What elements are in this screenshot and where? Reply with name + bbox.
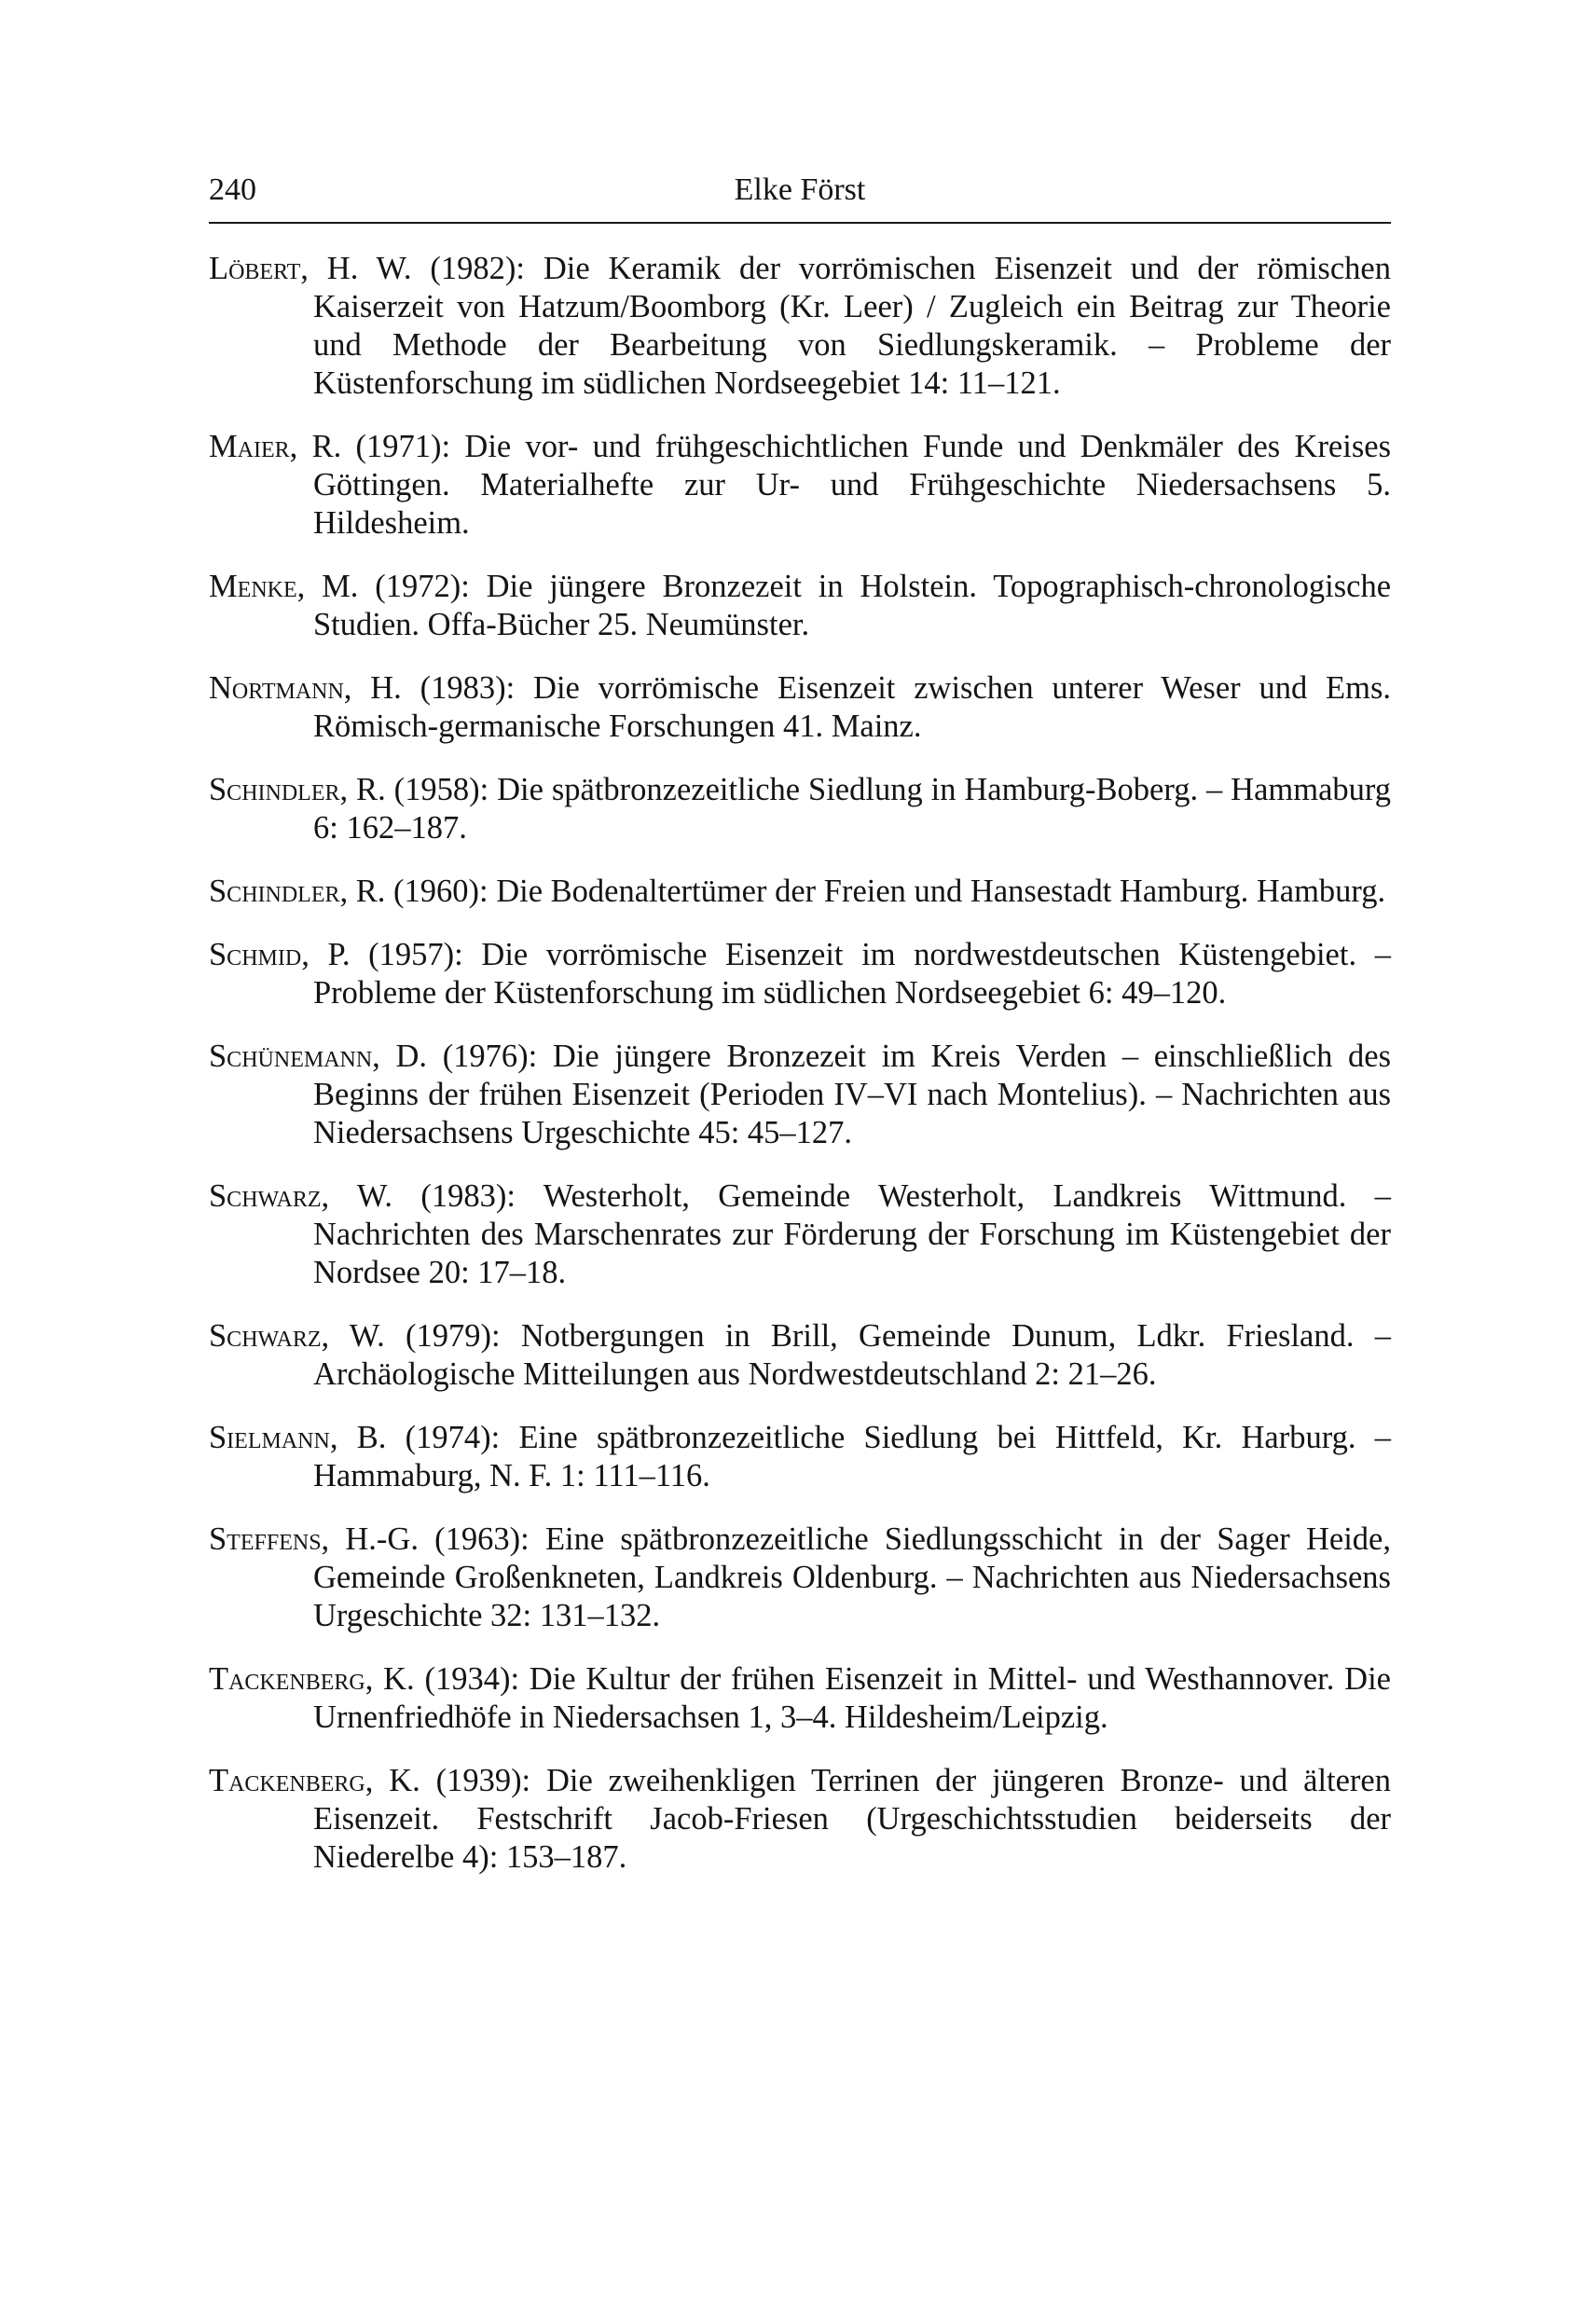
bibliography-entry <box>209 873 1391 911</box>
entry-author: Schindler, R. <box>209 874 386 909</box>
bibliography-entry <box>209 1177 1391 1292</box>
entry-text: (1982): Die Keramik der vorrömischen Eisenzeit und der römischen Kaiserzeit von Hatzum/Boomborg (Kr. Leer) / Zugleich ein Beitrag zur Theorie und Methode der Bearbeitung von Siedlungskeramik. – Probleme der Küstenforschung im südlichen Nordseegebiet 14: 11–121. <box>313 251 1391 401</box>
entry-text: (1934): Die Kultur der frühen Eisenzeit in Mittel- und Westhannover. Die Urnenfriedhöfe in Niedersachsen 1, 3–4. Hildesheim/Leipzig. <box>313 1661 1391 1735</box>
entry-text: (1976): Die jüngere Bronzezeit im Kreis Verden – einschließlich des Beginns der frühen Eisenzeit (Perioden IV–VI nach Montelius). – Nachrichten aus Niedersachsens Urgeschichte 45: 45–127. <box>313 1039 1391 1150</box>
entry-text: (1979): Notbergungen in Brill, Gemeinde Dunum, Ldkr. Friesland. – Archäologische Mitteilungen aus Nordwestdeutschland 2: 21–26. <box>313 1318 1391 1392</box>
entry-author: Schwarz, W. <box>209 1178 392 1214</box>
entry-text: (1958): Die spätbronzezeitliche Siedlung in Hamburg-Boberg. – Hammaburg 6: 162–187. <box>313 772 1392 846</box>
entry-author: Menke, M. <box>209 569 359 604</box>
entry-text: (1939): Die zweihenkligen Terrinen der jüngeren Bronze- und älteren Eisenzeit. Festschrift Jacob-Friesen (Urgeschichtsstudien beiderseits der Niederelbe 4): 153–187. <box>313 1763 1391 1875</box>
entry-author: Tackenberg, K. <box>209 1763 420 1798</box>
bibliography-entry <box>209 1038 1391 1152</box>
bibliography-entry <box>209 568 1391 644</box>
entry-text: (1960): Die Bodenaltertümer der Freien und Hansestadt Hamburg. Hamburg. <box>385 874 1386 909</box>
entry-text: (1972): Die jüngere Bronzezeit in Holstein. Topographisch-chronologische Studien. Offa-Bücher 25. Neumünster. <box>313 569 1392 642</box>
entry-author: Steffens, H.-G. <box>209 1521 419 1557</box>
entry-author: Maier, R. <box>209 429 342 464</box>
page-number: 240 <box>209 172 256 207</box>
bibliography-entry <box>209 771 1391 847</box>
entry-text: (1974): Eine spätbronzezeitliche Siedlung bei Hittfeld, Kr. Harburg. – Hammaburg, N. F. 1: 111–116. <box>313 1420 1391 1493</box>
entry-author: Tackenberg, K. <box>209 1661 415 1697</box>
bibliography-entry <box>209 936 1391 1012</box>
entry-text: (1963): Eine spätbronzezeitliche Siedlungsschicht in der Sager Heide, Gemeinde Großenkneten, Landkreis Oldenburg. – Nachrichten aus Niedersachsens Urgeschichte 32: 131–132. <box>313 1521 1391 1633</box>
bibliography-entry <box>209 1660 1391 1737</box>
entry-author: Nortmann, H. <box>209 670 402 706</box>
bibliography-entry <box>209 1762 1391 1877</box>
bibliography-entry <box>209 1419 1391 1495</box>
running-head: Elke Först <box>734 172 866 207</box>
entry-text: (1983): Die vorrömische Eisenzeit zwischen unterer Weser und Ems. Römisch-germanische Forschungen 41. Mainz. <box>313 670 1392 744</box>
entry-author: Schwarz, W. <box>209 1318 385 1354</box>
entry-author: Löbert, H. W. <box>209 251 412 286</box>
entry-text: (1971): Die vor- und frühgeschichtlichen Funde und Denkmäler des Kreises Göttingen. Materialhefte zur Ur- und Frühgeschichte Niedersachsens 5. Hildesheim. <box>313 429 1391 541</box>
bibliography-list <box>209 250 1391 1902</box>
bibliography-entry <box>209 669 1391 746</box>
entry-author: Schindler, R. <box>209 772 386 807</box>
entry-text: (1983): Westerholt, Gemeinde Westerholt, Landkreis Wittmund. – Nachrichten des Marschenrates zur Förderung der Forschung im Küstengebiet der Nordsee 20: 17–18. <box>313 1178 1391 1290</box>
entry-text: (1957): Die vorrömische Eisenzeit im nordwestdeutschen Küstengebiet. – Probleme der Küstenforschung im südlichen Nordseegebiet 6: 49–120. <box>313 937 1391 1011</box>
entry-author: Sielmann, B. <box>209 1420 387 1455</box>
page-header <box>209 166 1391 224</box>
entry-author: Schmid, P. <box>209 937 351 972</box>
bibliography-entry <box>209 1317 1391 1394</box>
bibliography-entry <box>209 428 1391 543</box>
bibliography-entry <box>209 250 1391 403</box>
bibliography-entry <box>209 1521 1391 1635</box>
entry-author: Schünemann, D. <box>209 1039 428 1074</box>
